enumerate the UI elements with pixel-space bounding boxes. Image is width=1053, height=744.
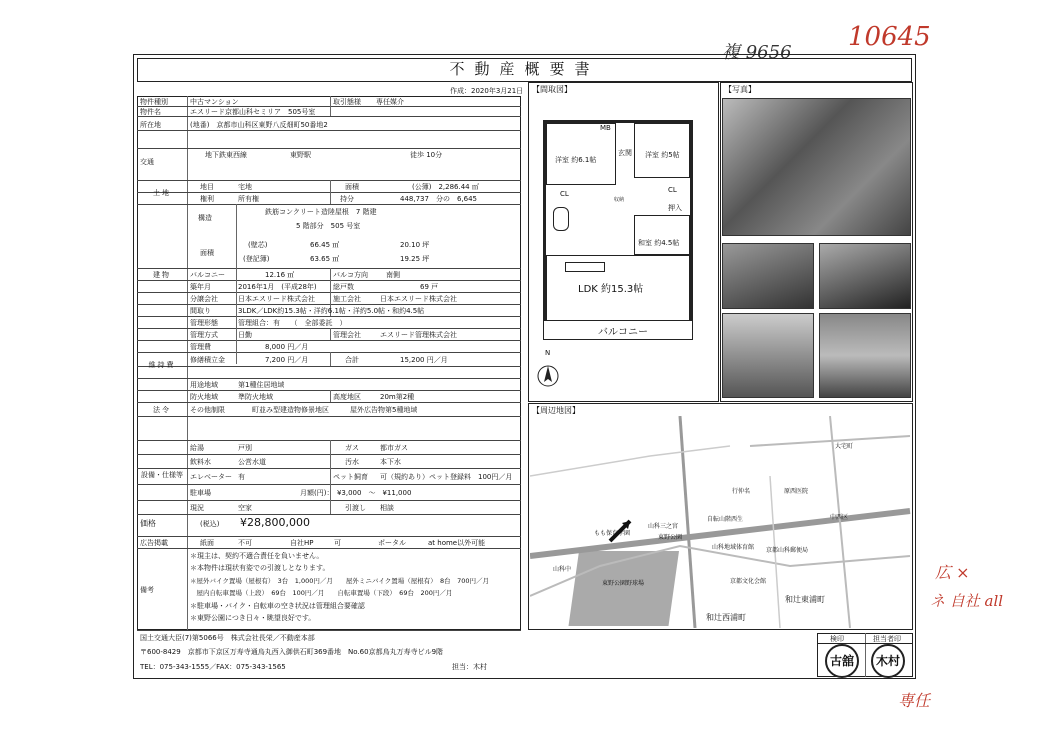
map-label: 東野公園野球場 — [602, 580, 645, 587]
plan-oshiire: 押入 — [668, 204, 682, 212]
company-license: 国土交通大臣(7)第5066号 株式会社長栄／不動産本部 — [140, 634, 315, 642]
repair-fee-value: 7,200 円／月 — [265, 356, 309, 364]
units-value: 69 戸 — [420, 283, 439, 291]
ad-hp-value: 可 — [334, 539, 341, 547]
handwritten-top-left: 複 9656 — [722, 42, 792, 63]
remarks-line: ＊本物件は現状有姿での引渡しとなります。 — [190, 564, 330, 572]
pet-value: 可（規約あり）ペット登録料 100円／月 — [380, 473, 513, 481]
map-label: 京都山科郵便局 — [766, 547, 809, 554]
traffic-walk: 徒歩 10分 — [410, 151, 443, 159]
structure-value: 鉄筋コンクリート造陸屋根 7 階建 — [265, 208, 377, 216]
handwritten-side-note-2: ネ 自社 all — [930, 592, 1004, 610]
status-value: 空家 — [238, 504, 252, 512]
handwritten-bottom-note: 専任 — [898, 691, 931, 710]
law-section: 法令 — [153, 406, 171, 414]
other-label: その他制限 — [190, 406, 225, 414]
bouka-label: 防火地域 — [190, 393, 218, 401]
map-label: 自転山階西生 — [707, 516, 744, 523]
land-area-value: (公簿) 2,286.44 ㎡ — [412, 183, 479, 191]
builder-value: 日本エスリード株式会社 — [380, 295, 457, 303]
room-balcony: バルコニー — [598, 327, 648, 338]
plan-cl-2: CL — [668, 186, 677, 194]
handover-value: 相談 — [380, 504, 394, 512]
ad-hp-label: 自社HP — [290, 539, 314, 547]
kabe-tsubo: 20.10 坪 — [400, 241, 430, 249]
repair-fee-label: 修繕積立金 — [190, 356, 225, 364]
layout-label: 間取り — [190, 307, 211, 315]
photo-room — [819, 313, 911, 398]
traffic-label: 交通 — [140, 158, 154, 166]
photo-interior-1 — [722, 243, 814, 309]
deal-value: 専任媒介 — [376, 98, 404, 106]
ad-paper-value: 不可 — [238, 539, 252, 547]
balcony-label: バルコニー — [190, 271, 225, 279]
north-arrow-icon — [533, 352, 563, 392]
plan-storage: 収納 — [614, 197, 625, 203]
elev-value: 有 — [238, 473, 245, 481]
land-share-value: 448,737 分の 6,645 — [400, 195, 477, 203]
built-value: 2016年1月 (平成28年) — [238, 283, 317, 291]
mgmt-form-value: 管理組合：有 （ 全部委託 ） — [238, 319, 347, 327]
gas-label: ガス — [345, 444, 359, 452]
structure-label: 構造 — [198, 214, 212, 222]
land-area-label: 面積 — [345, 183, 359, 191]
kabe-m2: 66.45 ㎡ — [310, 241, 340, 249]
mgmt-co-label: 管理会社 — [333, 331, 361, 339]
land-share-label: 持分 — [340, 195, 354, 203]
costs-section: 維持費 — [148, 361, 176, 369]
map-label: 和辻東浦町 — [785, 595, 825, 604]
land-section: 土地 — [153, 189, 171, 197]
remarks-line: ＊屋外バイク置場（屋根有） 3台 1,000円／月 屋外ミニバイク置場（屋根有） 8台 700円／月 — [190, 577, 490, 585]
map-label: 山科三之宮 — [648, 523, 679, 530]
facilities-section: 設備・仕様等 — [141, 471, 183, 479]
land-chimoku-label: 地目 — [200, 183, 214, 191]
elev-label: エレベーター — [190, 473, 232, 481]
total-fee-value: 15,200 円／月 — [400, 356, 448, 364]
bouka-value: 準防火地域 — [238, 393, 273, 401]
mgmt-style-label: 管理方式 — [190, 331, 218, 339]
drink-label: 飲料水 — [190, 458, 211, 466]
check-label: 検印 — [830, 635, 844, 643]
builder-label: 施工会社 — [333, 295, 361, 303]
room-washitsu: 和室 約4.5帖 — [638, 239, 680, 247]
mgmt-style-value: 日勤 — [238, 331, 252, 339]
youto-label: 用途地域 — [190, 381, 218, 389]
traffic-station: 東野駅 — [290, 151, 311, 159]
plan-cl-1: CL — [560, 190, 569, 198]
floorplan-title: 【間取図】 — [532, 85, 572, 94]
room-west-1: 洋室 約6.1帖 — [555, 156, 597, 164]
ad-portal-value: at home以外可能 — [428, 539, 486, 547]
ad-paper-label: 紙面 — [200, 539, 214, 547]
total-fee-label: 合計 — [345, 356, 359, 364]
ad-portal-label: ポータル — [378, 539, 406, 547]
room-ldk: LDK 約15.3帖 — [578, 284, 644, 295]
toki-m2: 63.65 ㎡ — [310, 255, 340, 263]
seller-value: 日本エスリード株式会社 — [238, 295, 315, 303]
building-section: 建物 — [153, 271, 171, 279]
remarks-line: ＊現主は、契約不適合責任を負いません。 — [190, 552, 324, 560]
water-value: 戸別 — [238, 444, 252, 452]
toki-label: (登記簿) — [243, 255, 270, 263]
mgmt-co-value: エスリード管理株式会社 — [380, 331, 457, 339]
check-stamp: 古舘 — [825, 644, 859, 678]
toki-tsubo: 19.25 坪 — [400, 255, 430, 263]
company-tel: TEL：075-343-1555／FAX：075-343-1565 — [140, 663, 286, 671]
price-value: ¥28,800,000 — [240, 516, 310, 529]
addr-value: (地番) 京都市山科区東野八反畑町50番地2 — [190, 121, 328, 129]
name-label: 物件名 — [140, 108, 161, 116]
map-label: 東野公園 — [658, 534, 683, 541]
seller-label: 分譲会社 — [190, 295, 218, 303]
floor-value: 5 階部分 505 号室 — [296, 222, 361, 230]
map-label: 和辻西浦町 — [706, 613, 746, 622]
addr-label: 所在地 — [140, 121, 161, 129]
handwritten-side-note-1: 広 × — [935, 563, 970, 582]
land-right-value: 所有権 — [238, 195, 259, 203]
drink-value: 公営水道 — [238, 458, 266, 466]
plan-mb: MB — [600, 124, 611, 132]
gas-value: 都市ガス — [380, 444, 408, 452]
map-label: 中西区 — [830, 514, 849, 521]
parking-value: 月額(円)： ¥3,000 ～ ¥11,000 — [300, 489, 412, 497]
mgmt-fee-value: 8,000 円／月 — [265, 343, 309, 351]
bathtub-icon — [553, 207, 569, 231]
height-value: 20m第2種 — [380, 393, 415, 401]
drain-value: 本下水 — [380, 458, 401, 466]
other-value: 町並み型建造物修景地区 屋外広告物第5種地域 — [252, 406, 418, 414]
handover-label: 引渡し — [345, 504, 366, 512]
traffic-line: 地下鉄東西線 — [205, 151, 247, 159]
north-label: N — [545, 349, 551, 357]
created-date: 作成：2020年3月21日 — [450, 87, 524, 95]
built-label: 築年月 — [190, 283, 211, 291]
water-label: 給湯 — [190, 444, 204, 452]
photo-exterior — [722, 98, 911, 236]
land-right-label: 権利 — [200, 195, 214, 203]
mgmt-fee-label: 管理費 — [190, 343, 211, 351]
land-chimoku-value: 宅地 — [238, 183, 252, 191]
status-label: 現況 — [190, 504, 204, 512]
photo-view — [722, 313, 814, 398]
kabe-label: (壁芯) — [248, 241, 268, 249]
map-label: 大宅町 — [835, 443, 854, 450]
room-west-2: 洋室 約5帖 — [645, 151, 680, 159]
pet-label: ペット飼育 — [333, 473, 368, 481]
deal-label: 取引態様 — [333, 98, 361, 106]
staff-stamp-label: 担当者印 — [873, 635, 901, 643]
remarks-line: 屋内自転車置場（上段） 69台 100円／月 自転車置場（下段） 69台 200円／月 — [190, 589, 453, 597]
remarks-label: 備考 — [140, 586, 154, 594]
map-title: 【周辺地図】 — [532, 406, 580, 415]
units-label: 総戸数 — [333, 283, 354, 291]
map-label: 行仲名 — [732, 488, 751, 495]
map-label: もも保育学園 — [594, 530, 631, 537]
ad-label: 広告掲載 — [140, 539, 168, 547]
layout-value: 3LDK／LDK約15.3帖・洋約6.1帖・洋約5.0帖・和約4.5帖 — [238, 307, 425, 315]
map-label: 山科中 — [553, 566, 572, 573]
balcony-value: 12.16 ㎡ — [265, 271, 295, 279]
dir-value: 南側 — [386, 271, 400, 279]
mgmt-form-label: 管理形態 — [190, 319, 218, 327]
photo-title: 【写真】 — [724, 85, 756, 94]
staff-stamp: 木村 — [871, 644, 905, 678]
menseki-label: 面積 — [200, 249, 214, 257]
price-tax: (税込) — [200, 520, 220, 528]
height-label: 高度地区 — [333, 393, 361, 401]
drain-label: 汚水 — [345, 458, 359, 466]
document-title: 不動産概要書 — [137, 58, 912, 82]
type-value: 中古マンション — [190, 98, 239, 106]
name-value: エスリード京都山科セミリア 505号室 — [190, 108, 316, 116]
remarks-line: ＊東野公園につき日々・眺望良好です。 — [190, 614, 316, 622]
photo-interior-2 — [819, 243, 911, 309]
youto-value: 第1種住居地域 — [238, 381, 285, 389]
map-label: 原西医院 — [784, 488, 809, 495]
price-label: 価格 — [140, 519, 156, 528]
company-staff: 担当：木村 — [452, 663, 487, 671]
kitchen-icon — [565, 262, 605, 272]
dir-label: バルコ方向 — [333, 271, 368, 279]
map-label: 山科地域体育館 — [712, 544, 755, 551]
company-address: 〒600-8429 京都市下京区万寿寺通烏丸西入御供石町369番地 No.60京都烏丸万寿寺ビル9階 — [140, 648, 444, 656]
map-label: 京都文化会館 — [730, 578, 767, 585]
type-label: 物件種別 — [140, 98, 168, 106]
handwritten-top-right: 10645 — [848, 22, 931, 52]
plan-genkan: 玄関 — [618, 149, 632, 157]
remarks-line: ＊駐車場・バイク・自転車の空き状況は管理組合要確認 — [190, 602, 365, 610]
parking-label: 駐車場 — [190, 489, 211, 497]
